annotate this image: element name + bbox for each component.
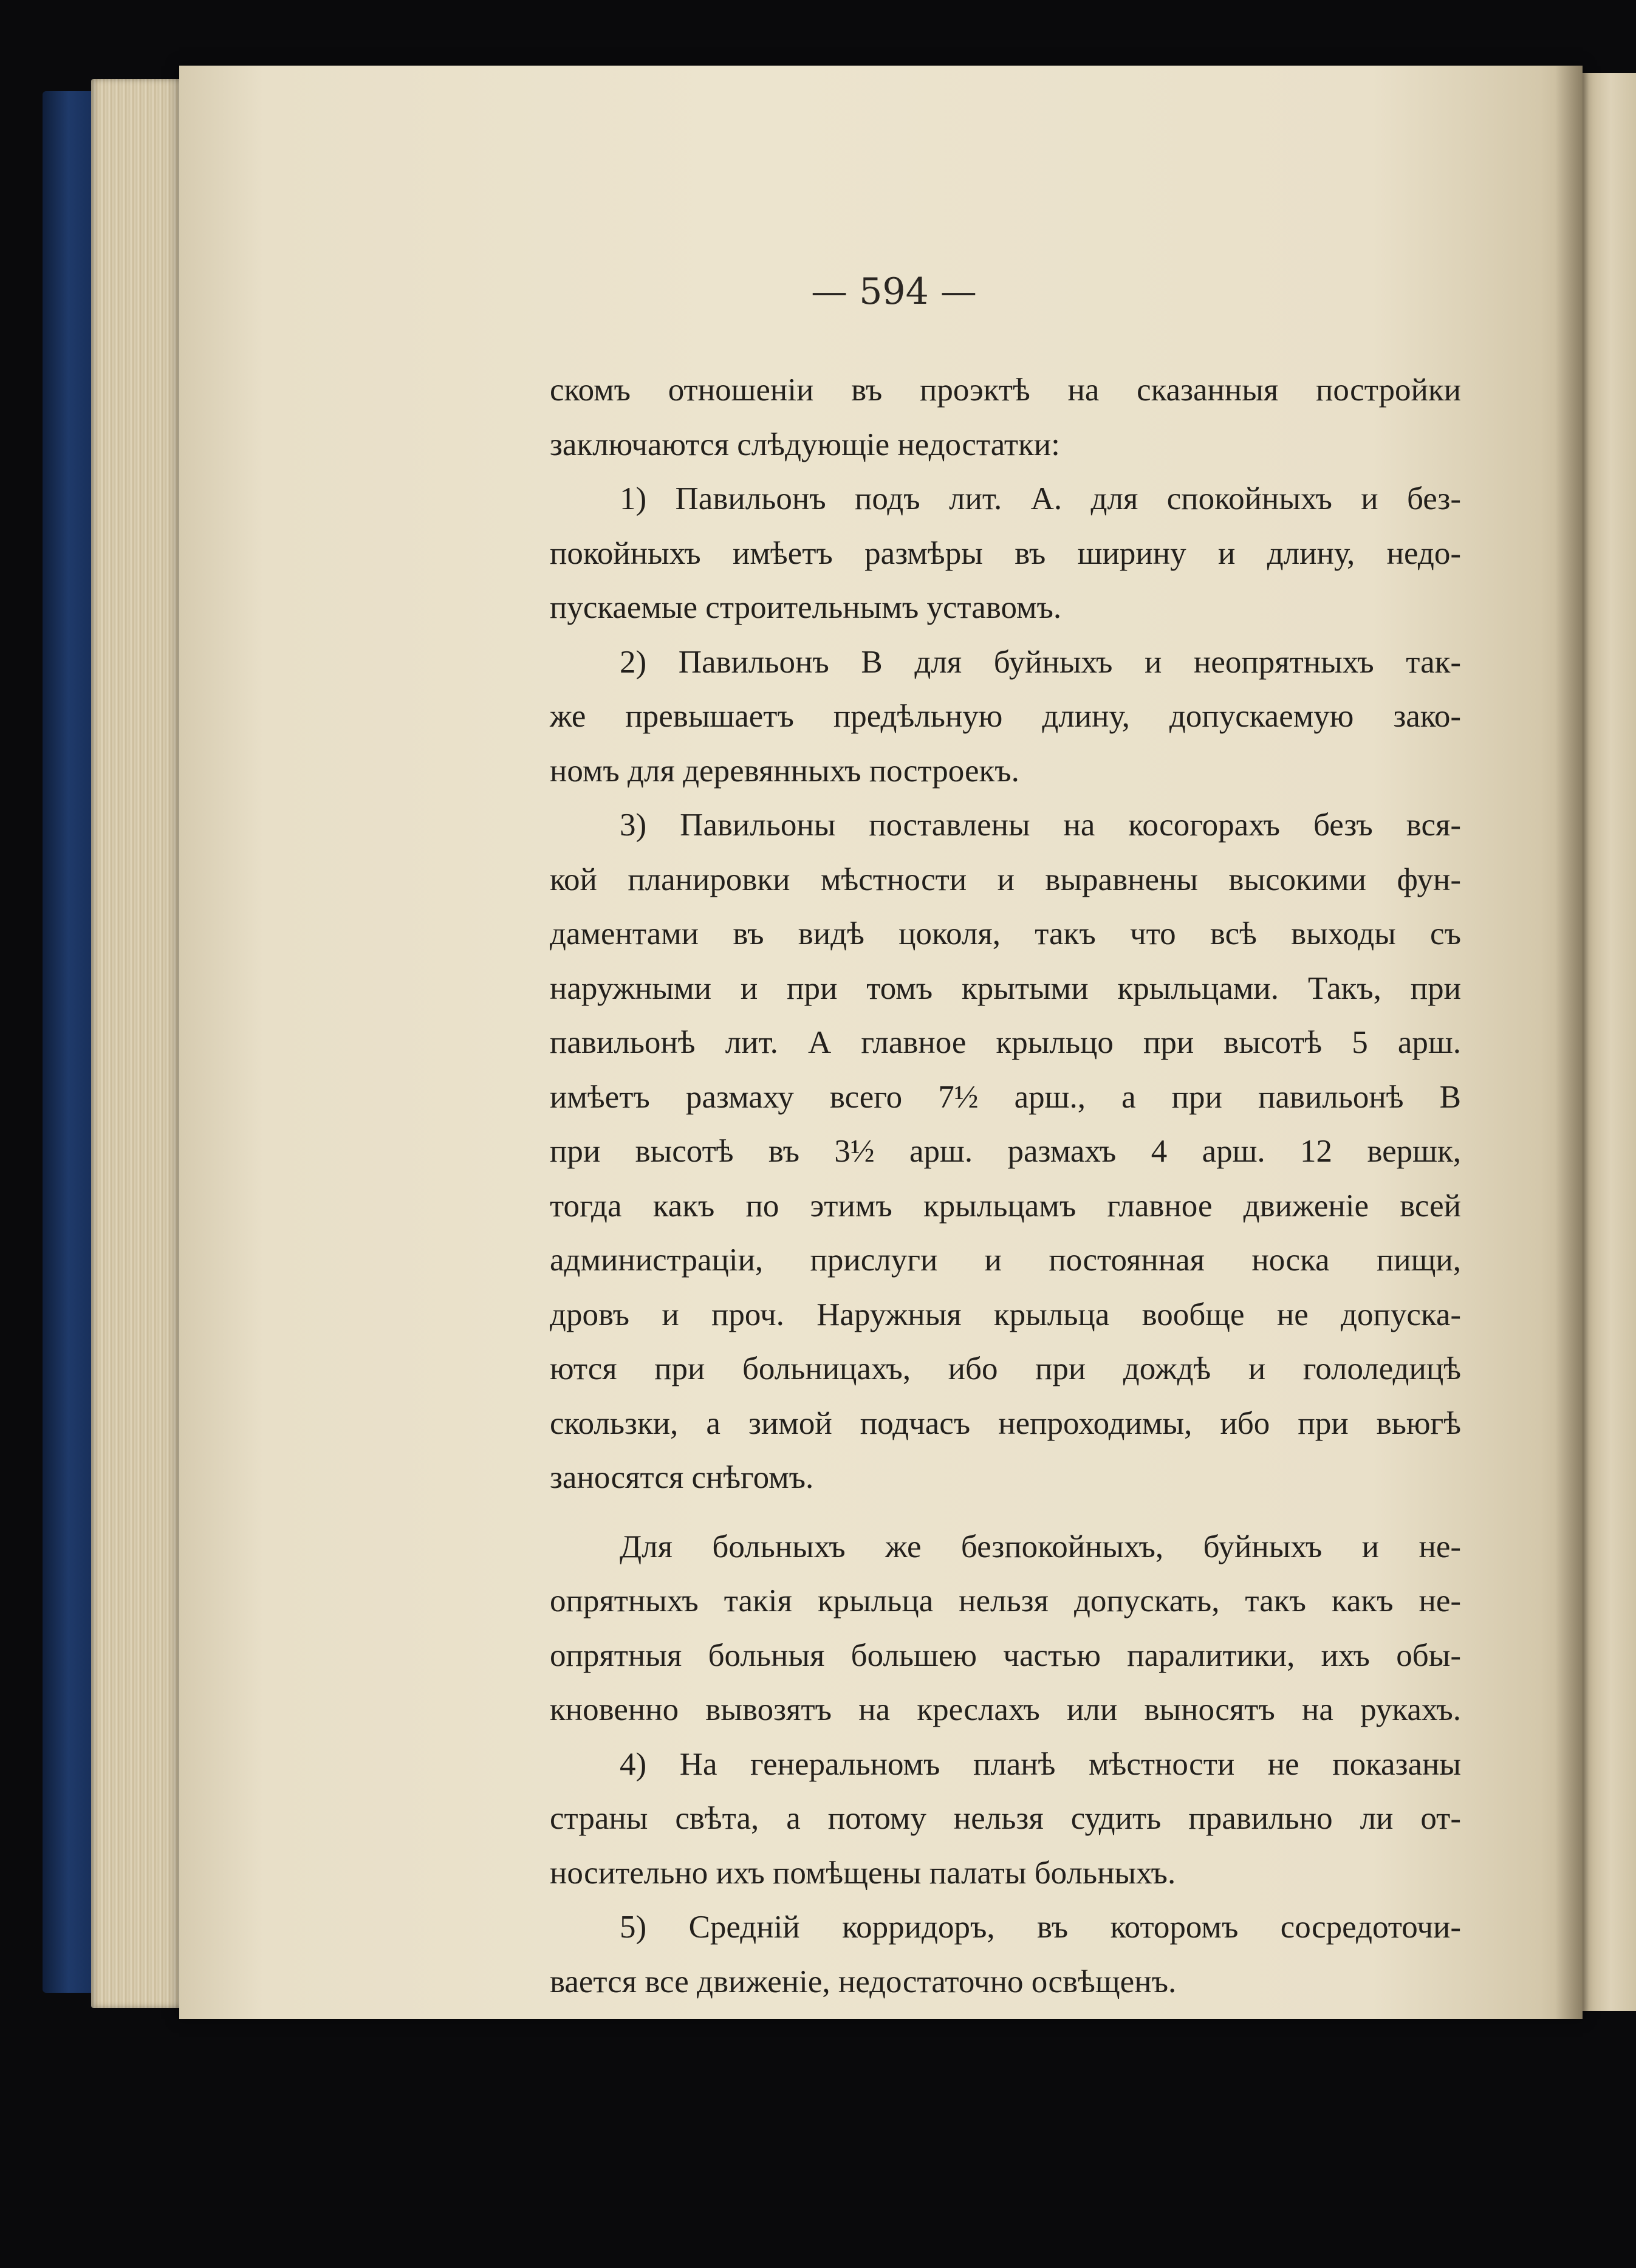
text-line: кновенно вывозятъ на креслахъ или выносятъ на рукахъ. xyxy=(550,1692,1461,1727)
text-line: скомъ отношеніи въ проэктѣ на сказанныя постройки xyxy=(550,372,1461,408)
text-line: же превышаетъ предѣльную длину, допускаемую зако- xyxy=(550,699,1461,734)
text-line: 1) Павильонъ подъ лит. А. для спокойныхъ и без- xyxy=(620,481,1461,516)
text-line: даментами въ видѣ цоколя, такъ что всѣ выходы съ xyxy=(550,916,1461,951)
text-line: имѣетъ размаху всего 7½ арш., а при павильонѣ В xyxy=(550,1079,1461,1115)
text-line: заносятся снѣгомъ. xyxy=(550,1460,814,1495)
text-line: администраціи, прислуги и постоянная носка пищи, xyxy=(550,1242,1461,1278)
page-edges-stack xyxy=(91,79,188,2008)
text-line: номъ для деревянныхъ построекъ. xyxy=(550,753,1019,789)
text-line: ются при больницахъ, ибо при дождѣ и гололедицѣ xyxy=(550,1351,1461,1386)
text-line: страны свѣта, а потому нельзя судить правильно ли от- xyxy=(550,1801,1461,1836)
text-line: при высотѣ въ 3½ арш. размахъ 4 арш. 12 вершк, xyxy=(550,1134,1461,1169)
text-line: 3) Павильоны поставлены на косогорахъ безъ вся- xyxy=(620,807,1461,843)
text-line: Для больныхъ же безпокойныхъ, буйныхъ и не- xyxy=(620,1529,1461,1564)
text-line: наружными и при томъ крытыми крыльцами. Такъ, при xyxy=(550,970,1461,1006)
text-line: скользки, а зимой подчасъ непроходимы, ибо при вьюгѣ xyxy=(550,1405,1461,1441)
text-line: носительно ихъ помѣщены палаты больныхъ. xyxy=(550,1855,1176,1891)
text-line: пускаемые строительнымъ уставомъ. xyxy=(550,590,1062,625)
page-body-text xyxy=(550,363,1461,2009)
text-line: 4) На генеральномъ планѣ мѣстности не показаны xyxy=(620,1746,1461,1782)
text-line: тогда какъ по этимъ крыльцамъ главное движеніе всей xyxy=(550,1188,1461,1224)
text-line: покойныхъ имѣетъ размѣры въ ширину и длину, недо- xyxy=(550,535,1461,571)
text-line: кой планировки мѣстности и выравнены высокими фун- xyxy=(550,862,1461,897)
text-line: 5) Средній корридоръ, въ которомъ сосредоточи- xyxy=(620,1910,1461,1945)
text-line: опрятныхъ такія крыльца нельзя допускать, такъ какъ не- xyxy=(550,1583,1461,1619)
text-line: вается все движеніе, недостаточно освѣщенъ. xyxy=(550,1964,1177,1999)
text-line: дровъ и проч. Наружныя крыльца вообще не допуска- xyxy=(550,1297,1461,1332)
page-number: — 594 — xyxy=(811,270,977,313)
text-line: опрятныя больныя большею частью паралитики, ихъ обы- xyxy=(550,1637,1461,1673)
facing-page-edge xyxy=(1573,73,1636,2011)
text-line: 2) Павильонъ В для буйныхъ и неопрятныхъ так- xyxy=(620,644,1461,680)
text-line: заключаются слѣдующіе недостатки: xyxy=(550,427,1060,462)
text-line: павильонѣ лит. А главное крыльцо при высотѣ 5 арш. xyxy=(550,1025,1461,1060)
gutter-shadow xyxy=(1555,66,1583,2019)
